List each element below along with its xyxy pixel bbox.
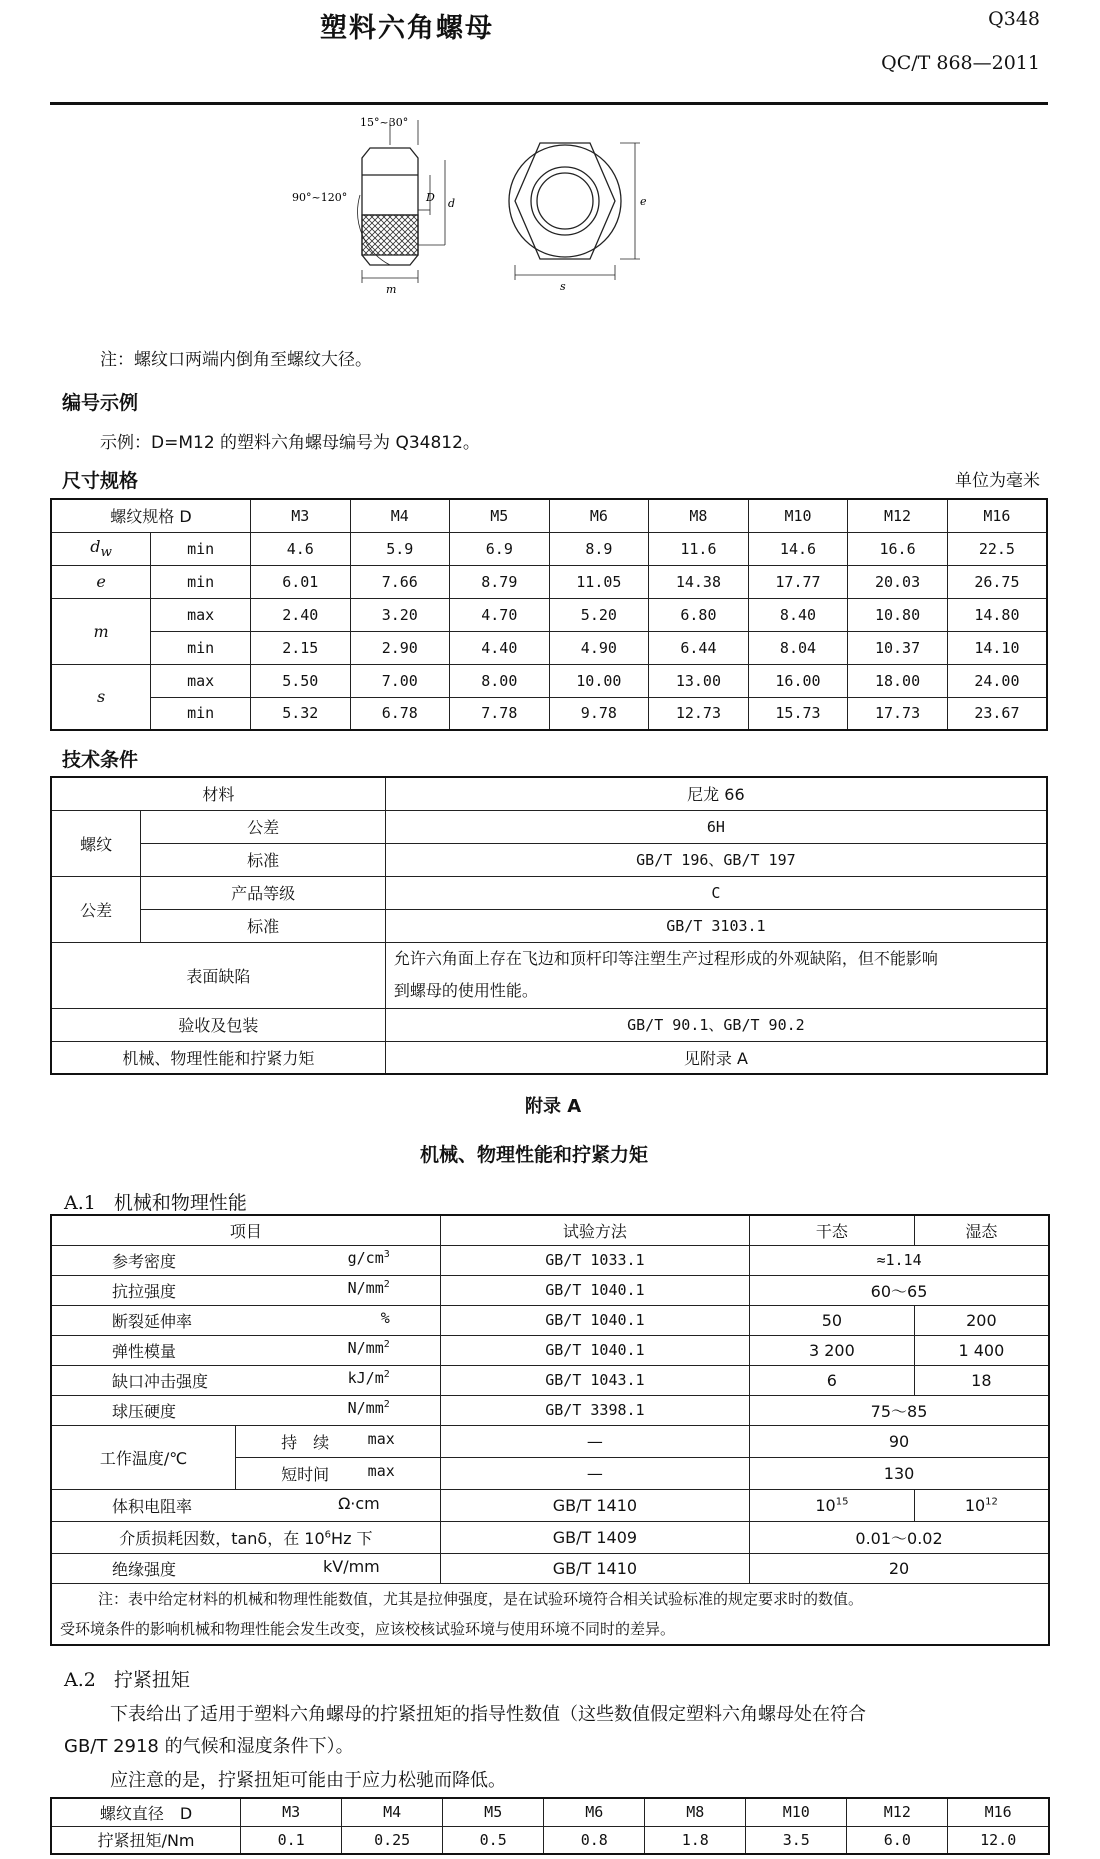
temperature-label: 工作温度/℃ xyxy=(51,1425,236,1489)
property-unit xyxy=(348,1279,390,1297)
property-value: 130 xyxy=(750,1457,1049,1489)
size-cell: M3 xyxy=(250,499,350,532)
test-method: GB/T 1410 xyxy=(440,1489,749,1521)
property-name-cell xyxy=(51,1553,440,1583)
tech-table xyxy=(50,776,1048,1075)
torque-value: 0.25 xyxy=(342,1826,443,1854)
size-cell: M4 xyxy=(350,499,450,532)
value-cell: 8.00 xyxy=(450,664,550,697)
size-cell: M16 xyxy=(948,1798,1049,1826)
nut-drawing xyxy=(292,115,780,340)
value-cell: 23.67 xyxy=(947,697,1047,730)
col-header-dry: 干态 xyxy=(750,1215,915,1245)
table-row xyxy=(51,909,1047,942)
table-row xyxy=(51,1395,1049,1425)
property-value: 75～85 xyxy=(750,1395,1049,1425)
property-unit-text: N/mm xyxy=(347,1338,384,1357)
wet-value xyxy=(914,1489,1049,1521)
dry-value: 3 200 xyxy=(750,1335,915,1365)
property-unit-sup: 2 xyxy=(383,1278,390,1290)
section-title: 拧紧扭矩 xyxy=(113,1669,190,1691)
property-name: 缺口冲击强度 xyxy=(112,1371,209,1391)
value-cell: 4.6 xyxy=(250,532,350,565)
value-cell: 4.90 xyxy=(549,631,649,664)
value-cell: 14.38 xyxy=(649,565,749,598)
standard-number: QC/T 868—2011 xyxy=(881,52,1040,74)
dry-exponent: 15 xyxy=(835,1496,849,1508)
test-method: GB/T 1043.1 xyxy=(440,1365,749,1395)
note-line: 注：表中给定材料的机械和物理性能数值，尤其是拉伸强度，是在试验环境符合相关试验标准的规定要求时的数值。 xyxy=(98,1589,864,1608)
label-s: s xyxy=(560,280,566,293)
value-cell: 5.32 xyxy=(250,697,350,730)
table-row xyxy=(51,1425,1049,1457)
torque-value: 3.5 xyxy=(746,1826,847,1854)
test-method: GB/T 1040.1 xyxy=(440,1335,749,1365)
label-D: D xyxy=(426,191,435,204)
table-row xyxy=(51,1335,1049,1365)
a2-paragraph-line: 应注意的是，拧紧扭矩可能由于应力松驰而降低。 xyxy=(110,1770,506,1791)
value-cell: 14.10 xyxy=(947,631,1047,664)
value-cell: 14.80 xyxy=(947,598,1047,631)
tech-heading: 技术条件 xyxy=(62,749,139,771)
value-cell: 7.00 xyxy=(350,664,450,697)
value-cell: 8.40 xyxy=(748,598,848,631)
value-cell: 7.78 xyxy=(450,697,550,730)
value-cell: 5.20 xyxy=(549,598,649,631)
temperature-sub-label: 短时间 xyxy=(281,1464,330,1484)
value-cell: 6.80 xyxy=(649,598,749,631)
value-cell: 6.78 xyxy=(350,697,450,730)
angle-side-label: 90°~120° xyxy=(292,191,348,204)
property-name-cell xyxy=(51,1305,440,1335)
section-a2 xyxy=(64,1665,190,1692)
dry-value: 6 xyxy=(750,1365,915,1395)
size-cell: M4 xyxy=(342,1798,443,1826)
test-method: GB/T 1410 xyxy=(440,1553,749,1583)
acceptance-value: GB/T 90.1、GB/T 90.2 xyxy=(385,1008,1047,1041)
value-cell: 16.6 xyxy=(848,532,948,565)
surface-label: 表面缺陷 xyxy=(51,942,385,1008)
property-name: 弹性模量 xyxy=(112,1341,177,1361)
value-cell: 10.00 xyxy=(549,664,649,697)
test-method: GB/T 1409 xyxy=(440,1521,749,1553)
property-unit xyxy=(348,1249,390,1267)
properties-table xyxy=(50,1214,1050,1646)
property-name: 介质损耗因数，tanδ，在 10 xyxy=(119,1528,325,1548)
property-name: 抗拉强度 xyxy=(112,1281,177,1301)
temperature-sub-limit: max xyxy=(367,1461,395,1480)
section-title: 机械和物理性能 xyxy=(113,1192,247,1214)
table-row xyxy=(51,664,1047,697)
value-cell: 15.73 xyxy=(748,697,848,730)
table-header-row xyxy=(51,1215,1049,1245)
dry-base: 10 xyxy=(815,1495,836,1515)
value-cell: 14.6 xyxy=(748,532,848,565)
wet-base: 10 xyxy=(964,1495,986,1515)
property-unit xyxy=(348,1369,390,1387)
size-cell: M5 xyxy=(450,499,550,532)
property-unit-text: g/cm xyxy=(347,1248,384,1267)
dw-label-sub: w xyxy=(100,545,112,561)
property-name-tail: Hz 下 xyxy=(331,1528,373,1548)
value-cell: 16.00 xyxy=(748,664,848,697)
value-cell: 6.44 xyxy=(649,631,749,664)
grade-value: C xyxy=(385,876,1047,909)
temperature-sub-label: 持 续 xyxy=(281,1432,330,1452)
table-row xyxy=(51,1275,1049,1305)
dry-value: 50 xyxy=(750,1305,915,1335)
note-line: 受环境条件的影响机械和物理性能会发生改变，应该校核试验环境与使用环境不同时的差异。 xyxy=(60,1619,676,1638)
surface-text-line: 允许六角面上存在飞边和顶杆印等注塑生产过程形成的外观缺陷，但不能影响 xyxy=(393,949,938,968)
table-row xyxy=(51,499,1047,532)
chamfer-note: 注：螺纹口两端内倒角至螺纹大径。 xyxy=(100,350,372,370)
thread-label: 螺纹 xyxy=(51,810,141,876)
page-title: 塑料六角螺母 xyxy=(320,13,494,44)
example-heading: 编号示例 xyxy=(62,392,139,414)
wet-exponent: 12 xyxy=(985,1496,998,1508)
label-dw: d xyxy=(448,197,456,210)
test-method: GB/T 1040.1 xyxy=(440,1275,749,1305)
limit-label: min xyxy=(151,631,251,664)
spec-label: 螺纹规格 D xyxy=(51,499,250,532)
value-cell: 18.00 xyxy=(848,664,948,697)
thread-standard-value: GB/T 196、GB/T 197 xyxy=(385,843,1047,876)
value-cell: 10.80 xyxy=(848,598,948,631)
table-note-row xyxy=(51,1583,1049,1645)
table-row xyxy=(51,1489,1049,1521)
property-name-cell xyxy=(51,1245,440,1275)
size-cell: M10 xyxy=(748,499,848,532)
header-rule xyxy=(50,102,1048,105)
temperature-sub-cell xyxy=(236,1457,441,1489)
property-value: 90 xyxy=(750,1425,1049,1457)
size-cell: M6 xyxy=(549,499,649,532)
wet-value: 18 xyxy=(914,1365,1049,1395)
size-cell: M12 xyxy=(847,1798,948,1826)
value-cell: 4.70 xyxy=(450,598,550,631)
label-e: e xyxy=(640,195,647,208)
value-cell: 11.05 xyxy=(549,565,649,598)
property-name-cell xyxy=(51,1275,440,1305)
test-method: GB/T 1033.1 xyxy=(440,1245,749,1275)
limit-label: max xyxy=(151,664,251,697)
property-value: 20 xyxy=(750,1553,1049,1583)
dw-label xyxy=(51,532,151,565)
limit-label: max xyxy=(151,598,251,631)
table-row xyxy=(51,1008,1047,1041)
value-cell: 12.73 xyxy=(649,697,749,730)
table-row xyxy=(51,598,1047,631)
value-cell: 5.50 xyxy=(250,664,350,697)
test-method: GB/T 1040.1 xyxy=(440,1305,749,1335)
size-cell: M5 xyxy=(443,1798,544,1826)
doc-code: Q348 xyxy=(988,8,1040,30)
table-row xyxy=(51,631,1047,664)
test-method: GB/T 3398.1 xyxy=(440,1395,749,1425)
value-cell: 17.77 xyxy=(748,565,848,598)
value-cell: 8.04 xyxy=(748,631,848,664)
torque-value: 0.1 xyxy=(241,1826,342,1854)
property-unit-text: kJ/m xyxy=(347,1368,384,1387)
example-text: 示例：D=M12 的塑料六角螺母编号为 Q34812。 xyxy=(100,433,480,453)
property-unit xyxy=(348,1399,390,1417)
property-name-cell xyxy=(51,1395,440,1425)
value-cell: 26.75 xyxy=(947,565,1047,598)
value-cell: 20.03 xyxy=(848,565,948,598)
property-name: 体积电阻率 xyxy=(112,1496,193,1516)
dw-label-text: d xyxy=(90,536,101,556)
property-unit-sup: 2 xyxy=(383,1368,390,1380)
property-unit: kV/mm xyxy=(322,1556,380,1576)
property-name: 绝缘强度 xyxy=(112,1559,177,1579)
a2-paragraph-line: 下表给出了适用于塑料六角螺母的拧紧扭矩的指导性数值（这些数值假定塑料六角螺母处在符合 xyxy=(110,1704,866,1725)
material-label: 材料 xyxy=(51,777,385,810)
torque-value: 1.8 xyxy=(645,1826,746,1854)
value-cell: 2.15 xyxy=(250,631,350,664)
table-row xyxy=(51,876,1047,909)
torque-table xyxy=(50,1797,1050,1855)
dry-value xyxy=(750,1489,915,1521)
value-cell: 9.78 xyxy=(549,697,649,730)
torque-value: 6.0 xyxy=(847,1826,948,1854)
value-cell: 7.66 xyxy=(350,565,450,598)
acceptance-label: 验收及包装 xyxy=(51,1008,385,1041)
property-name: 球压硬度 xyxy=(112,1401,177,1421)
surface-text-line: 到螺母的使用性能。 xyxy=(393,981,538,1000)
material-value: 尼龙 66 xyxy=(385,777,1047,810)
property-unit: % xyxy=(380,1308,390,1327)
limit-label: min xyxy=(151,532,251,565)
property-unit xyxy=(348,1339,390,1357)
torque-label: 拧紧扭矩/Nm xyxy=(51,1826,241,1854)
dimensions-heading: 尺寸规格 xyxy=(62,470,139,492)
value-cell: 3.20 xyxy=(350,598,450,631)
table-row xyxy=(51,532,1047,565)
section-number: A.2 xyxy=(64,1669,96,1691)
grade-label: 产品等级 xyxy=(141,876,385,909)
surface-value xyxy=(385,942,1047,1008)
temperature-sub-cell xyxy=(236,1425,441,1457)
size-cell: M6 xyxy=(544,1798,645,1826)
property-name-sup: 6 xyxy=(324,1529,332,1541)
property-name-cell xyxy=(51,1335,440,1365)
value-cell: 11.6 xyxy=(649,532,749,565)
property-unit-sup: 2 xyxy=(383,1398,390,1410)
property-value: ≈1.14 xyxy=(750,1245,1049,1275)
tolerance-standard-label: 标准 xyxy=(141,909,385,942)
size-cell: M3 xyxy=(241,1798,342,1826)
table-row xyxy=(51,1245,1049,1275)
property-name-cell xyxy=(51,1489,440,1521)
table-row xyxy=(51,843,1047,876)
property-unit-sup: 3 xyxy=(383,1248,390,1260)
value-cell: 6.9 xyxy=(450,532,550,565)
s-label: s xyxy=(51,664,151,730)
torque-value: 0.8 xyxy=(544,1826,645,1854)
property-unit-text: N/mm xyxy=(347,1278,384,1297)
e-label: e xyxy=(51,565,151,598)
wet-value: 1 400 xyxy=(914,1335,1049,1365)
torque-value: 12.0 xyxy=(948,1826,1049,1854)
wet-value: 200 xyxy=(914,1305,1049,1335)
table-row xyxy=(51,565,1047,598)
dimensions-table xyxy=(50,498,1048,731)
properties-note xyxy=(51,1583,1049,1645)
table-row xyxy=(51,1826,1049,1854)
value-cell: 17.73 xyxy=(848,697,948,730)
value-cell: 10.37 xyxy=(848,631,948,664)
table-row xyxy=(51,810,1047,843)
value-cell: 24.00 xyxy=(947,664,1047,697)
value-cell: 2.90 xyxy=(350,631,450,664)
property-name-cell xyxy=(51,1521,440,1553)
size-cell: M8 xyxy=(649,499,749,532)
test-method: — xyxy=(440,1457,749,1489)
property-name: 断裂延伸率 xyxy=(112,1311,193,1331)
col-header-item: 项目 xyxy=(51,1215,440,1245)
table-row xyxy=(51,1798,1049,1826)
size-cell: M8 xyxy=(645,1798,746,1826)
table-row xyxy=(51,1041,1047,1074)
diameter-label: 螺纹直径 D xyxy=(51,1798,241,1826)
property-unit-text: N/mm xyxy=(347,1398,384,1417)
mechanical-value: 见附录 A xyxy=(385,1041,1047,1074)
torque-value: 0.5 xyxy=(443,1826,544,1854)
size-cell: M10 xyxy=(746,1798,847,1826)
property-name: 参考密度 xyxy=(112,1251,177,1271)
col-header-wet: 湿态 xyxy=(914,1215,1049,1245)
size-cell: M16 xyxy=(947,499,1047,532)
tolerance-group-label: 公差 xyxy=(51,876,141,942)
appendix-title: 附录 A xyxy=(525,1096,582,1117)
value-cell: 8.79 xyxy=(450,565,550,598)
thread-standard-label: 标准 xyxy=(141,843,385,876)
a2-paragraph-line: GB/T 2918 的气候和湿度条件下）。 xyxy=(64,1736,354,1757)
label-m: m xyxy=(386,283,397,296)
mechanical-label: 机械、物理性能和拧紧力矩 xyxy=(51,1041,385,1074)
table-row xyxy=(51,1305,1049,1335)
property-value: 0.01～0.02 xyxy=(750,1521,1049,1553)
table-row xyxy=(51,1553,1049,1583)
m-label: m xyxy=(51,598,151,664)
section-number: A.1 xyxy=(64,1192,96,1214)
table-row xyxy=(51,777,1047,810)
unit-note: 单位为毫米 xyxy=(955,471,1040,491)
property-unit-sup: 2 xyxy=(383,1338,390,1350)
section-a1 xyxy=(64,1188,247,1215)
value-cell: 6.01 xyxy=(250,565,350,598)
angle-top-label: 15°~30° xyxy=(360,116,409,129)
thread-tolerance-value: 6H xyxy=(385,810,1047,843)
value-cell: 8.9 xyxy=(549,532,649,565)
temperature-sub-limit: max xyxy=(367,1429,395,1448)
test-method: — xyxy=(440,1425,749,1457)
value-cell: 13.00 xyxy=(649,664,749,697)
property-value: 60～65 xyxy=(750,1275,1049,1305)
size-cell: M12 xyxy=(848,499,948,532)
limit-label: min xyxy=(151,565,251,598)
col-header-method: 试验方法 xyxy=(440,1215,749,1245)
thread-tolerance-label: 公差 xyxy=(141,810,385,843)
limit-label: min xyxy=(151,697,251,730)
tolerance-standard-value: GB/T 3103.1 xyxy=(385,909,1047,942)
table-row xyxy=(51,697,1047,730)
value-cell: 4.40 xyxy=(450,631,550,664)
table-row xyxy=(51,942,1047,1008)
value-cell: 5.9 xyxy=(350,532,450,565)
table-row xyxy=(51,1365,1049,1395)
table-row xyxy=(51,1521,1049,1553)
value-cell: 2.40 xyxy=(250,598,350,631)
property-unit: Ω·cm xyxy=(338,1493,380,1513)
appendix-subtitle: 机械、物理性能和拧紧力矩 xyxy=(420,1144,649,1166)
property-name-cell xyxy=(51,1365,440,1395)
value-cell: 22.5 xyxy=(947,532,1047,565)
